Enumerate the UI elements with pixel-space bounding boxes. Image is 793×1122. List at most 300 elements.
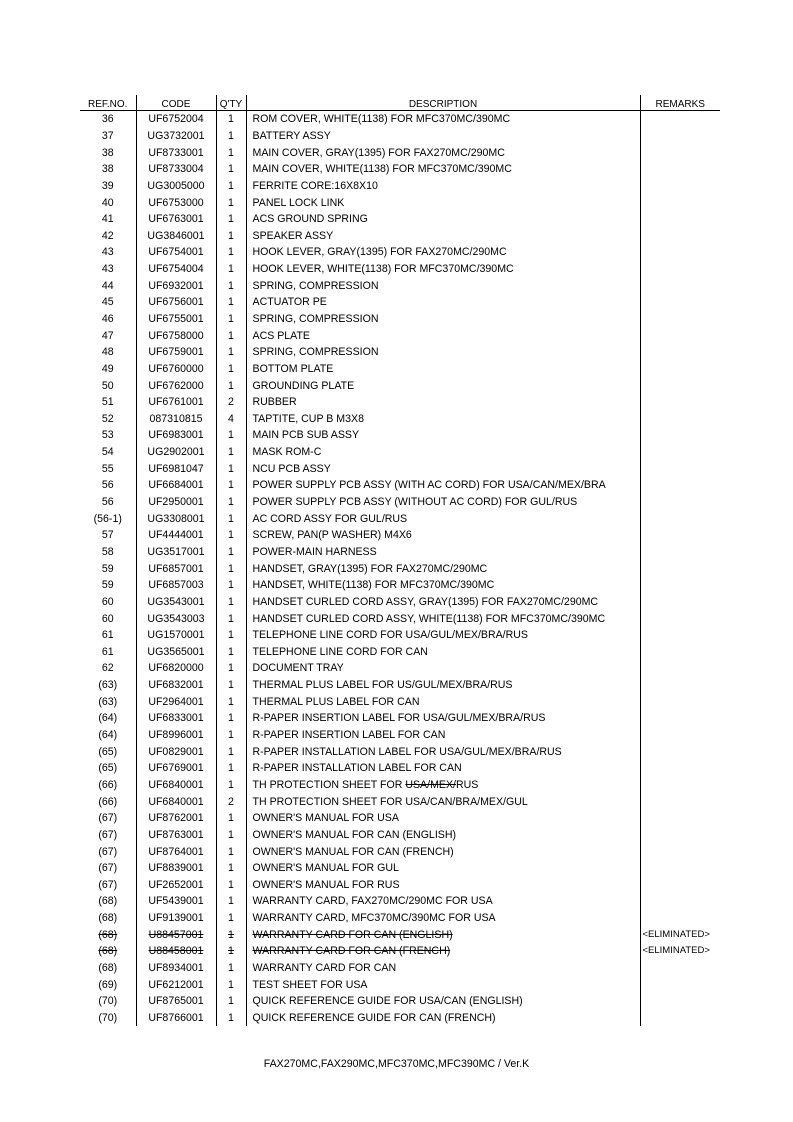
cell-remarks	[640, 128, 720, 145]
cell-ref: (67)	[98, 845, 118, 858]
cell-description: TELEPHONE LINE CORD FOR USA/GUL/MEX/BRA/RUS	[246, 627, 640, 644]
cell-ref: (66)	[98, 778, 118, 791]
cell-ref: 37	[101, 129, 114, 142]
cell-remarks	[640, 594, 720, 611]
cell-qty: 1	[216, 244, 246, 261]
cell-code: UF8762001	[136, 810, 216, 827]
cell-qty: 1	[216, 777, 246, 794]
table-row	[80, 876, 720, 893]
cell-description: ACS GROUND SPRING	[246, 211, 640, 228]
table-row	[80, 161, 720, 178]
table-row	[80, 277, 720, 294]
cell-code: UF6932001	[136, 277, 216, 294]
table-row	[80, 627, 720, 644]
cell-remarks	[640, 444, 720, 461]
cell-code: UF8766001	[136, 1010, 216, 1027]
cell-code: UF0829001	[136, 743, 216, 760]
cell-description: WARRANTY CARD FOR CAN (FRENCH)	[246, 943, 640, 960]
cell-description: WARRANTY CARD FOR CAN	[246, 960, 640, 977]
cell-qty: 1	[216, 344, 246, 361]
header-ref: REF.NO.	[80, 95, 136, 111]
cell-ref: (67)	[98, 878, 118, 891]
cell-remarks	[640, 460, 720, 477]
cell-qty: 1	[216, 544, 246, 561]
table-row	[80, 710, 720, 727]
cell-ref: (67)	[98, 812, 118, 825]
cell-ref: (56-1)	[93, 512, 122, 525]
cell-code: UF8733004	[136, 161, 216, 178]
cell-code: UG3005000	[136, 178, 216, 195]
cell-description: HOOK LEVER, GRAY(1395) FOR FAX270MC/290MC	[246, 244, 640, 261]
cell-code: UF6857001	[136, 560, 216, 577]
cell-remarks	[640, 743, 720, 760]
cell-code: UG3308001	[136, 510, 216, 527]
cell-remarks	[640, 211, 720, 228]
cell-description: AC CORD ASSY FOR GUL/RUS	[246, 510, 640, 527]
cell-description: MAIN COVER, WHITE(1138) FOR MFC370MC/390MC	[246, 161, 640, 178]
cell-qty: 1	[216, 311, 246, 328]
cell-qty: 1	[216, 693, 246, 710]
cell-code: UF6755001	[136, 311, 216, 328]
header-qty: Q'TY	[216, 95, 246, 111]
cell-description: ACTUATOR PE	[246, 294, 640, 311]
cell-code: UF2964001	[136, 693, 216, 710]
cell-code: UF6212001	[136, 976, 216, 993]
cell-ref: 59	[101, 562, 114, 575]
cell-ref: (68)	[98, 912, 118, 925]
cell-remarks	[640, 810, 720, 827]
cell-qty: 1	[216, 111, 246, 128]
cell-description: TAPTITE, CUP B M3X8	[246, 411, 640, 428]
cell-code: UF8733001	[136, 144, 216, 161]
cell-ref: 60	[101, 612, 114, 625]
cell-remarks	[640, 277, 720, 294]
cell-qty: 1	[216, 743, 246, 760]
cell-description: OWNER'S MANUAL FOR USA	[246, 810, 640, 827]
cell-ref: (66)	[98, 795, 118, 808]
cell-ref: 50	[101, 379, 114, 392]
cell-remarks	[640, 244, 720, 261]
table-row	[80, 394, 720, 411]
cell-ref: 48	[101, 346, 114, 359]
cell-description: POWER SUPPLY PCB ASSY (WITH AC CORD) FOR USA/CAN/MEX/BRA	[246, 477, 640, 494]
table-row	[80, 793, 720, 810]
cell-ref: 43	[101, 263, 114, 276]
cell-remarks	[640, 111, 720, 128]
table-row	[80, 227, 720, 244]
cell-ref: 44	[101, 279, 114, 292]
cell-remarks	[640, 577, 720, 594]
cell-ref: 49	[101, 362, 114, 375]
table-row	[80, 1010, 720, 1027]
cell-remarks	[640, 194, 720, 211]
cell-remarks	[640, 527, 720, 544]
cell-code: UF9139001	[136, 910, 216, 927]
cell-remarks	[640, 876, 720, 893]
cell-qty: 1	[216, 993, 246, 1010]
table-row	[80, 111, 720, 128]
cell-remarks	[640, 993, 720, 1010]
cell-qty: 1	[216, 477, 246, 494]
table-row	[80, 411, 720, 428]
cell-description: HOOK LEVER, WHITE(1138) FOR MFC370MC/390MC	[246, 261, 640, 278]
cell-remarks	[640, 494, 720, 511]
cell-code: U88458001	[136, 943, 216, 960]
cell-remarks	[640, 644, 720, 661]
cell-remarks	[640, 677, 720, 694]
table-row	[80, 377, 720, 394]
cell-code: UF8934001	[136, 960, 216, 977]
cell-qty: 1	[216, 893, 246, 910]
cell-remarks	[640, 311, 720, 328]
cell-code: UF6758000	[136, 327, 216, 344]
cell-remarks	[640, 394, 720, 411]
header-description: DESCRIPTION	[246, 95, 640, 111]
cell-ref: 38	[101, 146, 114, 159]
cell-qty: 1	[216, 594, 246, 611]
cell-description: WARRANTY CARD, FAX270MC/290MC FOR USA	[246, 893, 640, 910]
cell-ref: 42	[101, 229, 114, 242]
cell-description: BOTTOM PLATE	[246, 361, 640, 378]
header-code: CODE	[136, 95, 216, 111]
cell-code: UF6820000	[136, 660, 216, 677]
cell-qty: 1	[216, 211, 246, 228]
cell-code: UF2950001	[136, 494, 216, 511]
table-row	[80, 294, 720, 311]
table-row	[80, 960, 720, 977]
cell-description: POWER SUPPLY PCB ASSY (WITHOUT AC CORD) FOR GUL/RUS	[246, 494, 640, 511]
cell-qty: 1	[216, 261, 246, 278]
cell-remarks	[640, 777, 720, 794]
cell-code: UF6754004	[136, 261, 216, 278]
cell-ref: 51	[101, 396, 114, 409]
cell-code: UF6763001	[136, 211, 216, 228]
cell-ref: (64)	[98, 712, 118, 725]
cell-ref: 52	[101, 412, 114, 425]
table-row	[80, 510, 720, 527]
cell-code: UG3732001	[136, 128, 216, 145]
cell-remarks	[640, 161, 720, 178]
table-row	[80, 976, 720, 993]
cell-description: PANEL LOCK LINK	[246, 194, 640, 211]
cell-qty: 1	[216, 327, 246, 344]
cell-ref: 54	[101, 446, 114, 459]
cell-description: OWNER'S MANUAL FOR CAN (FRENCH)	[246, 843, 640, 860]
cell-remarks	[640, 227, 720, 244]
cell-remarks	[640, 411, 720, 428]
cell-code: UF6833001	[136, 710, 216, 727]
cell-ref: 56	[101, 479, 114, 492]
cell-qty: 1	[216, 444, 246, 461]
cell-remarks	[640, 910, 720, 927]
cell-description: THERMAL PLUS LABEL FOR US/GUL/MEX/BRA/RUS	[246, 677, 640, 694]
cell-remarks	[640, 960, 720, 977]
cell-description: TEST SHEET FOR USA	[246, 976, 640, 993]
cell-qty: 1	[216, 610, 246, 627]
cell-code: UF6760000	[136, 361, 216, 378]
cell-remarks	[640, 976, 720, 993]
cell-code: UG2902001	[136, 444, 216, 461]
table-row	[80, 910, 720, 927]
cell-code: UF6761001	[136, 394, 216, 411]
table-row	[80, 727, 720, 744]
cell-code: UF2652001	[136, 876, 216, 893]
table-row	[80, 178, 720, 195]
cell-code: UF6769001	[136, 760, 216, 777]
table-row	[80, 677, 720, 694]
cell-qty: 1	[216, 427, 246, 444]
table-row	[80, 527, 720, 544]
cell-qty: 1	[216, 627, 246, 644]
cell-remarks	[640, 693, 720, 710]
cell-qty: 1	[216, 144, 246, 161]
cell-description: NCU PCB ASSY	[246, 460, 640, 477]
table-row	[80, 128, 720, 145]
cell-ref: (68)	[98, 945, 118, 958]
table-row	[80, 644, 720, 661]
cell-qty: 1	[216, 760, 246, 777]
cell-description: R-PAPER INSTALLATION LABEL FOR USA/GUL/MEX/BRA/RUS	[246, 743, 640, 760]
cell-remarks	[640, 893, 720, 910]
cell-description: R-PAPER INSERTION LABEL FOR CAN	[246, 727, 640, 744]
page-footer: FAX270MC,FAX290MC,MFC370MC,MFC390MC / Ver.K	[263, 1058, 530, 1070]
parts-table	[80, 95, 720, 1026]
table-row	[80, 993, 720, 1010]
cell-qty: 1	[216, 194, 246, 211]
cell-ref: (68)	[98, 961, 118, 974]
cell-description: THERMAL PLUS LABEL FOR CAN	[246, 693, 640, 710]
cell-qty: 1	[216, 178, 246, 195]
cell-remarks	[640, 793, 720, 810]
cell-code: UF6752004	[136, 111, 216, 128]
cell-remarks: <ELIMINATED>	[642, 928, 710, 940]
table-row	[80, 560, 720, 577]
table-row	[80, 610, 720, 627]
table-row	[80, 344, 720, 361]
cell-code: UF6756001	[136, 294, 216, 311]
table-row	[80, 211, 720, 228]
cell-description: WARRANTY CARD FOR CAN (ENGLISH)	[246, 926, 640, 943]
cell-qty: 1	[216, 128, 246, 145]
cell-ref: (67)	[98, 828, 118, 841]
cell-description: SPRING, COMPRESSION	[246, 277, 640, 294]
cell-ref: (67)	[98, 862, 118, 875]
cell-ref: 36	[101, 113, 114, 126]
cell-remarks: <ELIMINATED>	[642, 945, 710, 957]
cell-ref: 59	[101, 579, 114, 592]
cell-remarks	[640, 261, 720, 278]
cell-ref: 38	[101, 163, 114, 176]
cell-description: QUICK REFERENCE GUIDE FOR USA/CAN (ENGLISH)	[246, 993, 640, 1010]
cell-ref: 40	[101, 196, 114, 209]
cell-ref: (63)	[98, 679, 118, 692]
cell-ref: 58	[101, 545, 114, 558]
cell-ref: (65)	[98, 745, 118, 758]
cell-qty: 1	[216, 494, 246, 511]
cell-ref: 60	[101, 595, 114, 608]
cell-remarks	[640, 427, 720, 444]
cell-ref: 53	[101, 429, 114, 442]
table-row	[80, 477, 720, 494]
cell-description: SPRING, COMPRESSION	[246, 311, 640, 328]
table-row	[80, 244, 720, 261]
table-row	[80, 843, 720, 860]
cell-remarks	[640, 327, 720, 344]
cell-qty: 1	[216, 843, 246, 860]
cell-code: UG3543001	[136, 594, 216, 611]
cell-ref: (68)	[98, 928, 118, 941]
cell-remarks	[640, 860, 720, 877]
cell-qty: 1	[216, 910, 246, 927]
cell-qty: 2	[216, 394, 246, 411]
cell-code: UF4444001	[136, 527, 216, 544]
table-row	[80, 261, 720, 278]
cell-description: GROUNDING PLATE	[246, 377, 640, 394]
cell-description: TELEPHONE LINE CORD FOR CAN	[246, 644, 640, 661]
cell-code: UF8763001	[136, 827, 216, 844]
cell-code: UG3565001	[136, 644, 216, 661]
cell-code: UF6754001	[136, 244, 216, 261]
cell-remarks	[640, 627, 720, 644]
cell-qty: 2	[216, 793, 246, 810]
table-row	[80, 327, 720, 344]
cell-qty: 1	[216, 560, 246, 577]
cell-code: UG1570001	[136, 627, 216, 644]
cell-description: HANDSET, WHITE(1138) FOR MFC370MC/390MC	[246, 577, 640, 594]
cell-description: SPEAKER ASSY	[246, 227, 640, 244]
cell-remarks	[640, 843, 720, 860]
cell-ref: (69)	[98, 978, 118, 991]
cell-qty: 1	[216, 510, 246, 527]
cell-description: ACS PLATE	[246, 327, 640, 344]
cell-qty: 1	[216, 1010, 246, 1027]
cell-ref: 45	[101, 296, 114, 309]
cell-remarks	[640, 1010, 720, 1027]
cell-code: UF6857003	[136, 577, 216, 594]
cell-description: HANDSET CURLED CORD ASSY, WHITE(1138) FOR MFC370MC/390MC	[246, 610, 640, 627]
cell-code: UF5439001	[136, 893, 216, 910]
cell-remarks	[640, 510, 720, 527]
table-row	[80, 427, 720, 444]
cell-qty: 1	[216, 710, 246, 727]
cell-code: UG3517001	[136, 544, 216, 561]
cell-remarks	[640, 344, 720, 361]
cell-qty: 1	[216, 960, 246, 977]
header-remarks: REMARKS	[640, 95, 720, 111]
cell-code: UF6759001	[136, 344, 216, 361]
cell-remarks	[640, 660, 720, 677]
cell-description: MAIN COVER, GRAY(1395) FOR FAX270MC/290MC	[246, 144, 640, 161]
cell-description: SCREW, PAN(P WASHER) M4X6	[246, 527, 640, 544]
cell-remarks	[640, 710, 720, 727]
cell-description: DOCUMENT TRAY	[246, 660, 640, 677]
cell-ref: 55	[101, 462, 114, 475]
cell-ref: 57	[101, 529, 114, 542]
cell-ref: 56	[101, 496, 114, 509]
cell-qty: 1	[216, 377, 246, 394]
cell-description: RUBBER	[246, 394, 640, 411]
table-row	[80, 743, 720, 760]
cell-remarks	[640, 544, 720, 561]
cell-ref: 46	[101, 313, 114, 325]
cell-code: UG3543003	[136, 610, 216, 627]
cell-description: FERRITE CORE:16X8X10	[246, 178, 640, 195]
table-row	[80, 194, 720, 211]
cell-ref: 39	[101, 179, 114, 192]
cell-code: UF8839001	[136, 860, 216, 877]
table-row	[80, 777, 720, 794]
cell-description: HANDSET, GRAY(1395) FOR FAX270MC/290MC	[246, 560, 640, 577]
cell-ref: (70)	[98, 995, 118, 1008]
cell-description: WARRANTY CARD, MFC370MC/390MC FOR USA	[246, 910, 640, 927]
cell-code: UF8996001	[136, 727, 216, 744]
cell-description: R-PAPER INSERTION LABEL FOR USA/GUL/MEX/BRA/RUS	[246, 710, 640, 727]
cell-qty: 1	[216, 727, 246, 744]
cell-ref: 61	[101, 629, 114, 642]
cell-qty: 1	[216, 677, 246, 694]
cell-remarks	[640, 294, 720, 311]
cell-qty: 1	[216, 294, 246, 311]
cell-ref: (70)	[98, 1011, 118, 1024]
cell-description: ROM COVER, WHITE(1138) FOR MFC370MC/390MC	[246, 111, 640, 128]
cell-ref: (65)	[98, 762, 118, 775]
cell-description: OWNER'S MANUAL FOR GUL	[246, 860, 640, 877]
table-row	[80, 594, 720, 611]
cell-code: UF6753000	[136, 194, 216, 211]
cell-code: UG3846001	[136, 227, 216, 244]
table-row	[80, 361, 720, 378]
cell-description: MAIN PCB SUB ASSY	[246, 427, 640, 444]
cell-qty: 1	[216, 277, 246, 294]
cell-qty: 1	[216, 976, 246, 993]
cell-ref: 41	[101, 213, 114, 226]
table-row	[80, 827, 720, 844]
cell-qty: 1	[216, 361, 246, 378]
cell-description: TH PROTECTION SHEET FOR USA/CAN/BRA/MEX/GUL	[246, 793, 640, 810]
cell-remarks	[640, 610, 720, 627]
cell-code: UF8765001	[136, 993, 216, 1010]
cell-ref: 61	[101, 645, 114, 658]
cell-qty: 1	[216, 460, 246, 477]
cell-ref: (64)	[98, 729, 118, 742]
cell-ref: (68)	[98, 895, 118, 908]
cell-remarks	[640, 377, 720, 394]
cell-description: HANDSET CURLED CORD ASSY, GRAY(1395) FOR FAX270MC/290MC	[246, 594, 640, 611]
table-row	[80, 893, 720, 910]
cell-qty: 4	[216, 411, 246, 428]
table-row	[80, 760, 720, 777]
table-row	[80, 544, 720, 561]
cell-remarks	[640, 560, 720, 577]
cell-description: POWER-MAIN HARNESS	[246, 544, 640, 561]
cell-code: U88457001	[136, 926, 216, 943]
cell-remarks	[640, 178, 720, 195]
cell-ref: 43	[101, 246, 114, 259]
cell-code: UF6983001	[136, 427, 216, 444]
cell-code: UF6684001	[136, 477, 216, 494]
parts-rows	[80, 111, 720, 1027]
table-row	[80, 494, 720, 511]
cell-qty: 1	[216, 860, 246, 877]
cell-ref: (63)	[98, 695, 118, 708]
cell-remarks	[640, 477, 720, 494]
cell-ref: 62	[101, 662, 114, 675]
cell-code: 087310815	[136, 411, 216, 428]
table-row	[80, 810, 720, 827]
table-row	[80, 860, 720, 877]
cell-qty: 1	[216, 827, 246, 844]
cell-description: SPRING, COMPRESSION	[246, 344, 640, 361]
